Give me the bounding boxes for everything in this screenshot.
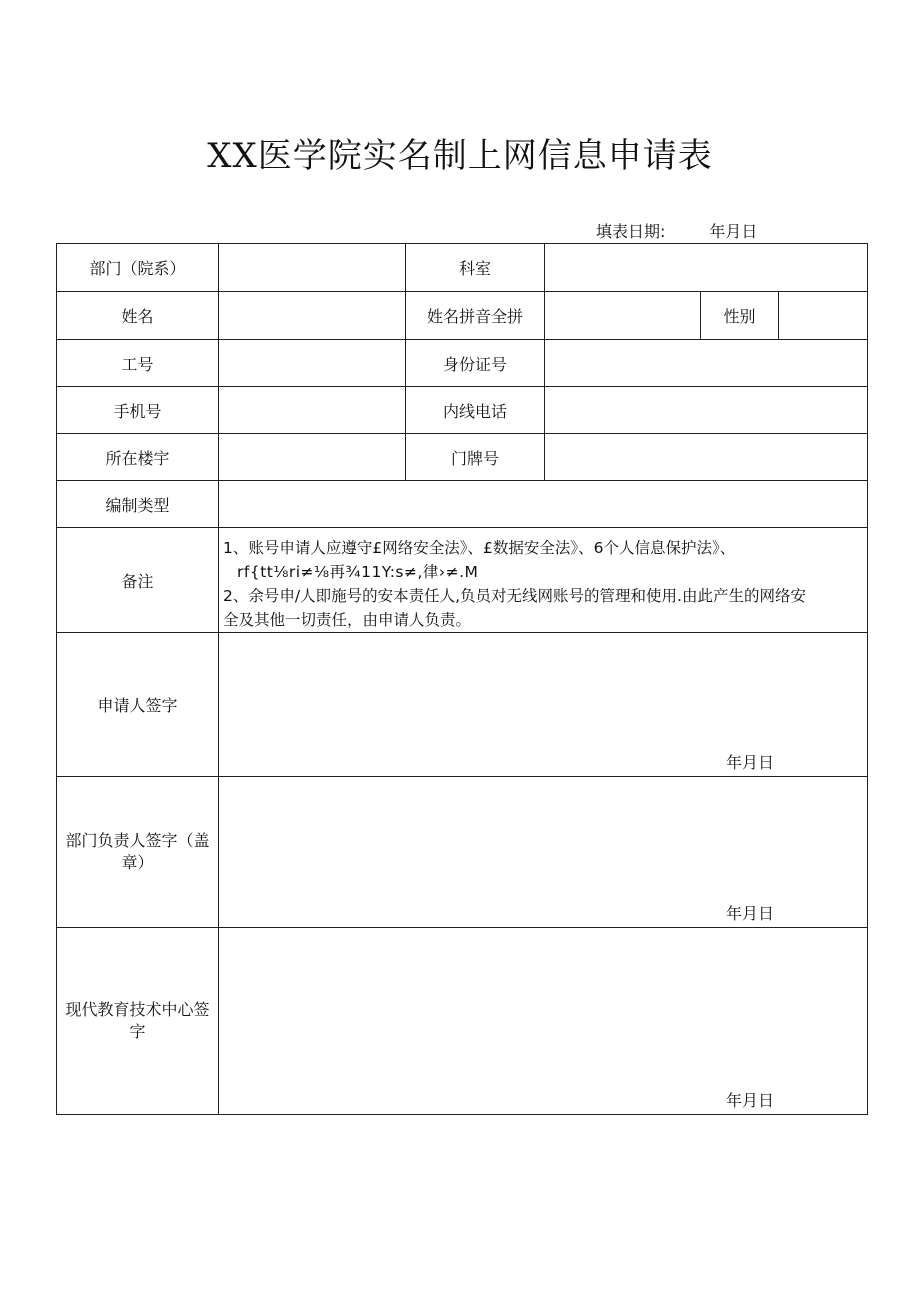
- office-input[interactable]: [545, 244, 868, 292]
- center-sign-date: 年月日: [726, 1091, 775, 1110]
- form-title: XX医学院实名制上网信息申请表: [207, 136, 713, 176]
- room-label: 门牌号: [406, 434, 545, 481]
- room-input[interactable]: [545, 434, 868, 481]
- employee-id-label: 工号: [57, 340, 219, 387]
- remarks-line-1: 1、账号申请人应遵守£网络安全法》、£数据安全法》、6个人信息保护法》、: [223, 539, 736, 557]
- staff-type-label: 编制类型: [57, 481, 219, 528]
- gender-label: 性别: [701, 292, 779, 340]
- employee-id-input[interactable]: [219, 340, 406, 387]
- remarks-content: [219, 528, 868, 633]
- center-sign-label: 现代教育技术中心签字: [57, 928, 219, 1115]
- applicant-sign-label: 申请人签字: [57, 633, 219, 777]
- department-label: 部门（院系）: [57, 244, 219, 292]
- remarks-line-3: 2、余号申/人即施号的安本责任人,负员对无线网账号的管理和使用.由此产生的网络安: [223, 587, 806, 605]
- extension-label: 内线电话: [406, 387, 545, 434]
- remarks-line-4: 全及其他一切责任，由申请人负责。: [223, 611, 472, 629]
- department-input[interactable]: [219, 244, 406, 292]
- applicant-sign-date: 年月日: [726, 753, 775, 772]
- fill-date-label: 填表日期:: [596, 222, 666, 241]
- application-form-table: [56, 243, 868, 1115]
- dept-head-sign-label: 部门负责人签字（盖章）: [57, 777, 219, 928]
- fill-date-value[interactable]: 年月日: [709, 222, 758, 241]
- remarks-line-2: rf{tt⅛ri≠⅛再¾11Y:s≠,律›≠.M: [237, 563, 479, 581]
- mobile-label: 手机号: [57, 387, 219, 434]
- gender-input[interactable]: [779, 292, 868, 340]
- pinyin-input[interactable]: [545, 292, 701, 340]
- dept-head-sign-date: 年月日: [726, 904, 775, 923]
- building-label: 所在楼宇: [57, 434, 219, 481]
- pinyin-label: 姓名拼音全拼: [406, 292, 545, 340]
- staff-type-input[interactable]: [219, 481, 868, 528]
- remarks-label: 备注: [57, 528, 219, 633]
- extension-input[interactable]: [545, 387, 868, 434]
- name-input[interactable]: [219, 292, 406, 340]
- name-label: 姓名: [57, 292, 219, 340]
- building-input[interactable]: [219, 434, 406, 481]
- id-number-input[interactable]: [545, 340, 868, 387]
- id-number-label: 身份证号: [406, 340, 545, 387]
- office-label: 科室: [406, 244, 545, 292]
- dept-head-sign-area[interactable]: [219, 777, 868, 928]
- fill-date: [596, 219, 757, 242]
- center-sign-area[interactable]: [219, 928, 868, 1115]
- applicant-sign-area[interactable]: [219, 633, 868, 777]
- mobile-input[interactable]: [219, 387, 406, 434]
